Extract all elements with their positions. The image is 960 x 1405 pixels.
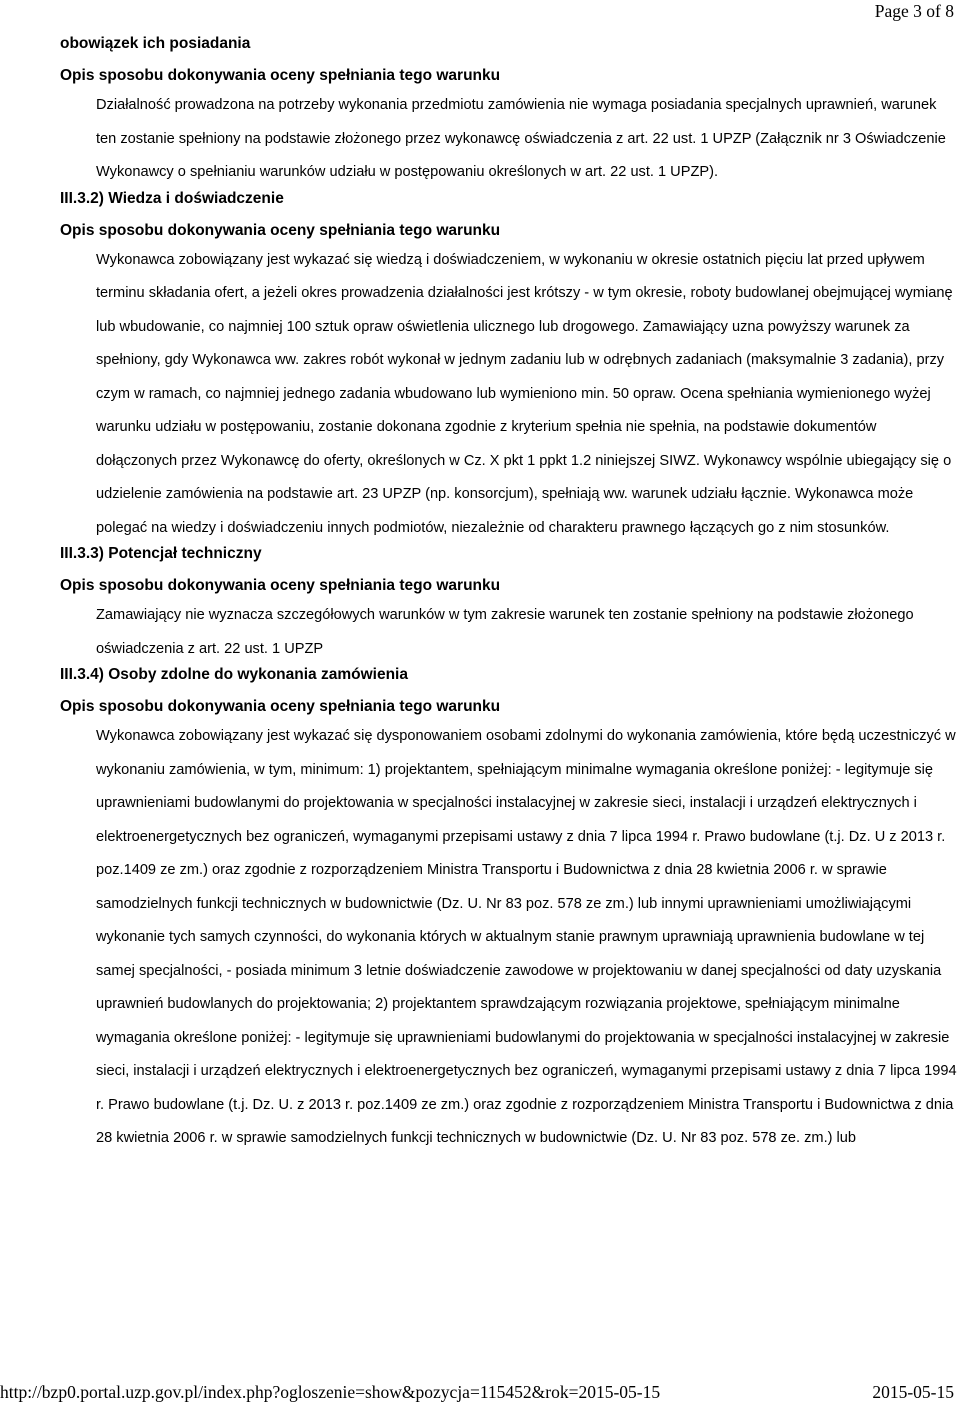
section-heading: Opis sposobu dokonywania oceny spełniania tego warunku (60, 698, 501, 715)
footer-date: 2015-05-15 (872, 1382, 954, 1402)
section-paragraph: Wykonawca zobowiązany jest wykazać się dysponowaniem osobami zdolnymi do wykonania zamówienia, które będą uczestniczyć w wykonaniu zamówienia, w tym, minimum: 1) projektantem, spełniającym minimalne wymagania określone poniżej: - legitymuje się uprawnieniami budowlanymi do projektowania w specjalności instalacyjnej w zakresie sieci, instalacji i urządzeń elektrycznych i elektroenergetycznych bez ograniczeń, wymaganymi przepisami ustawy z dnia 7 lipca 1994 r. Prawo budowlane (t.j. Dz. U z 2013 r. poz.1409 ze zm.) oraz zgodnie z rozporządzeniem Ministra Transportu i Budownictwa z dnia 28 kwietnia 2006 r. w sprawie samodzielnych funkcji technicznych w budownictwie (Dz. U. Nr 83 poz. 578 ze zm.) lub innymi uprawnieniami umożliwiającymi wykonanie tych samych czynności, do wykonania których w aktualnym stanie prawnym uprawniają uprawnienia budowlane w tej samej specjalności, - posiada minimum 3 letnie doświadczenie zawodowe w projektowaniu w danej specjalności od daty uzyskania uprawnień budowlanych do projektowania; 2) projektantem sprawdzającym rozwiązania projektowe, spełniającym minimalne wymagania określone poniżej: - legitymuje się uprawnieniami budowlanymi do projektowania w specjalności instalacyjnej w zakresie sieci, instalacji i urządzeń elektrycznych i elektroenergetycznych bez ograniczeń, wymaganymi przepisami ustawy z dnia 7 lipca 1994 r. Prawo budowlane (t.j. Dz. U. z 2013 r. poz.1409 ze zm.) oraz zgodnie z rozporządzeniem Ministra Transportu i Budownictwa z dnia 28 kwietnia 2006 r. w sprawie samodzielnych funkcji technicznych w budownictwie (Dz. U. Nr 83 poz. 578 ze. zm.) lub (96, 728, 957, 1146)
section-heading: Opis sposobu dokonywania oceny spełniania tego warunku (60, 577, 501, 594)
section-heading: Opis sposobu dokonywania oceny spełniania tego warunku (60, 221, 501, 239)
section-heading: III.3.4) Osoby zdolne do wykonania zamówienia (60, 666, 408, 683)
section-heading: obowiązek ich posiadania (60, 35, 251, 52)
section-paragraph: Zamawiający nie wyznacza szczegółowych warunków w tym zakresie warunek ten zostanie spełniony na podstawie złożonego oświadczenia z art. 22 ust. 1 UPZP (96, 607, 914, 657)
footer-url: http://bzp0.portal.uzp.gov.pl/index.php?ogloszenie=show&pozycja=115452&rok=2015-05-15 (0, 1382, 661, 1402)
section-paragraph: Wykonawca zobowiązany jest wykazać się wiedzą i doświadczeniem, w wykonaniu w okresie ostatnich pięciu lat przed upływem terminu składania ofert, a jeżeli okres prowadzenia działalności jest krótszy - w tym okresie, roboty budowlanej obejmującej wymianę lub wbudowanie, co najmniej 100 sztuk opraw oświetlenia ulicznego lub drogowego. Zamawiający uzna powyższy warunek za spełniony, gdy Wykonawca ww. zakres robót wykonał w jednym zadaniu lub w odrębnych zadaniach (maksymalnie 3 zadania), przy czym w ramach, co najmniej jednego zadania wbudowano lub wymieniono min. 50 opraw. Ocena spełniania wymienionego wyżej warunku udziału w postępowaniu, zostanie dokonana zgodnie z kryterium spełnia nie spełnia, na podstawie dokumentów dołączonych przez Wykonawcę do oferty, określonych w Cz. X pkt 1 ppkt 1.2 niniejszej SIWZ. Wykonawcy wspólnie ubiegający się o udzielenie zamówienia na podstawie art. 23 UPZP (np. konsorcjum), spełniają ww. warunek udziału łącznie. Wykonawca może polegać na wiedzy i doświadczeniu innych podmiotów, niezależnie od charakteru prawnego łączących go z nim stosunków. (96, 251, 953, 536)
document-content (60, 32, 958, 1156)
section-heading: Opis sposobu dokonywania oceny spełniania tego warunku (60, 67, 501, 84)
section-paragraph: Działalność prowadzona na potrzeby wykonania przedmiotu zamówienia nie wymaga posiadania specjalnych uprawnień, warunek ten zostanie spełniony na podstawie złożonego przez wykonawcę oświadczenia z art. 22 ust. 1 UPZP (Załącznik nr 3 Oświadczenie Wykonawcy o spełnianiu warunków udziału w postępowaniu określonych w art. 22 ust. 1 UPZP). (96, 97, 946, 180)
page-number: Page 3 of 8 (874, 1, 954, 21)
section-heading: III.3.3) Potencjał techniczny (60, 545, 262, 562)
section-heading: III.3.2) Wiedza i doświadczenie (60, 189, 284, 207)
